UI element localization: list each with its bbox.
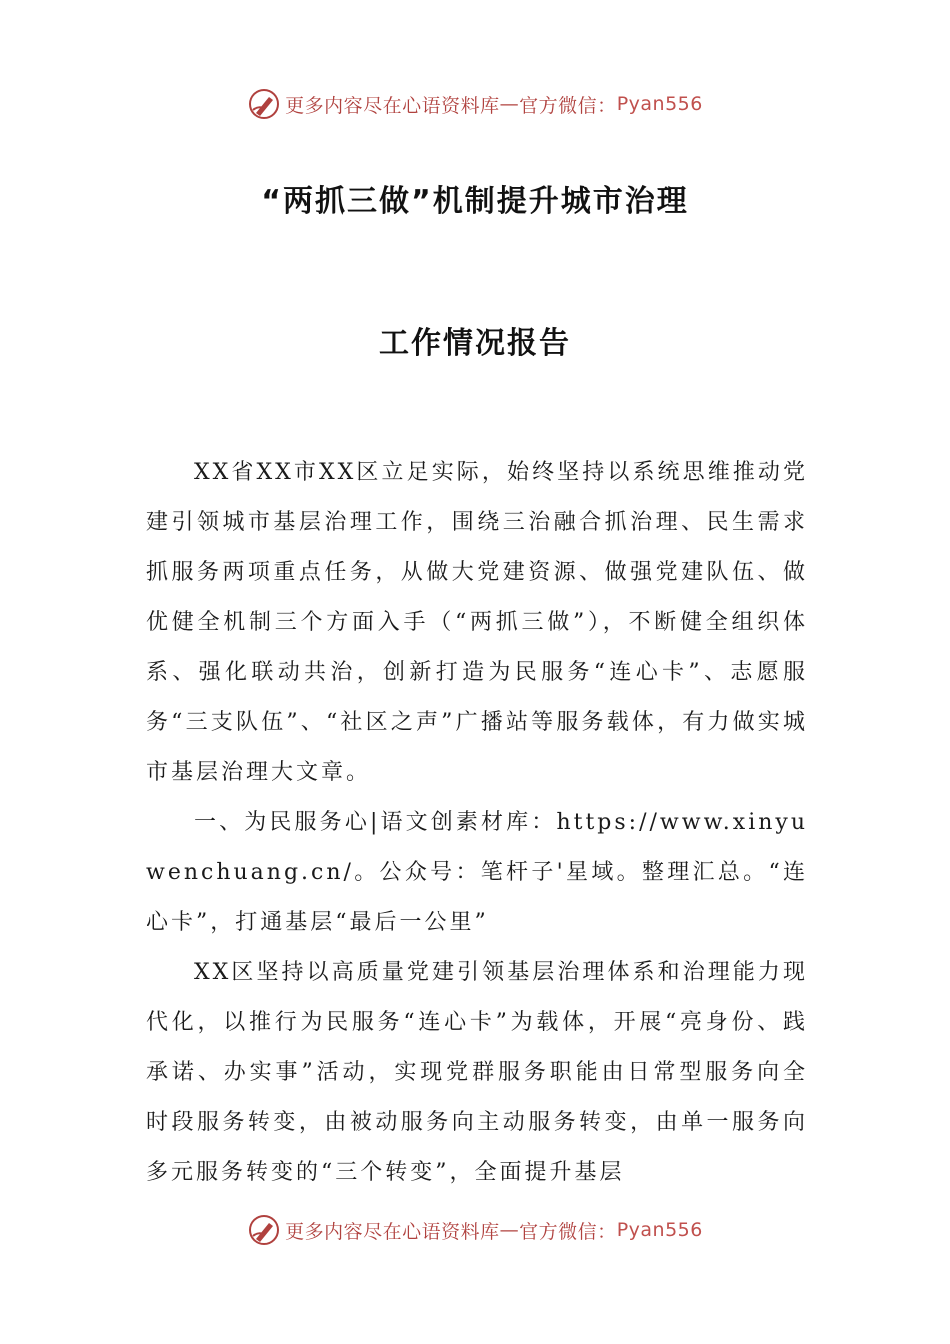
watermark-label: 官方微信： — [519, 94, 617, 117]
watermark-footer — [0, 1210, 950, 1250]
watermark-wechat-id: Pyan556 — [616, 93, 703, 115]
watermark-dash: — — [499, 1219, 520, 1241]
paragraph-section-heading: 一、为民服务心|语文创素材库：https://www.xinyuwenchuang.cn/。公众号：笔杆子'星域。整理汇总。“连心卡”，打通基层“最后一公里” — [146, 810, 808, 935]
pen-nib-logo-icon — [247, 1213, 281, 1247]
watermark-dash: — — [499, 93, 520, 115]
document-title-line2: 工作情况报告 — [379, 326, 571, 361]
watermark-site: 更多内容尽在心语资料库 — [285, 94, 500, 117]
pen-nib-logo-icon — [247, 87, 281, 121]
watermark-site: 更多内容尽在心语资料库 — [285, 1220, 500, 1243]
watermark-wechat-id: Pyan556 — [616, 1219, 703, 1241]
watermark-label: 官方微信： — [519, 1220, 617, 1243]
watermark-header — [0, 84, 950, 124]
paragraph-intro: XX省XX市XX区立足实际，始终坚持以系统思维推动党建引领城市基层治理工作，围绕三治融合抓治理、民生需求抓服务两项重点任务，从做大党建资源、做强党建队伍、做优健全机制三个方面入手（“两抓三做”），不断健全组织体系、强化联动共治，创新打造为民服务“连心卡”、志愿服务“三支队伍”、“社区之声”广播站等服务载体，有力做实城市基层治理大文章。 — [146, 460, 808, 785]
paragraph-section-body: XX区坚持以高质量党建引领基层治理体系和治理能力现代化，以推行为民服务“连心卡”为载体，开展“亮身份、践承诺、办实事”活动，实现党群服务职能由日常型服务向全时段服务转变，由被动服务向主动服务转变，由单一服务向多元服务转变的“三个转变”，全面提升基层 — [146, 960, 808, 1185]
document-body — [146, 448, 808, 1198]
document-title-line1: “两抓三做”机制提升城市治理 — [261, 184, 689, 219]
